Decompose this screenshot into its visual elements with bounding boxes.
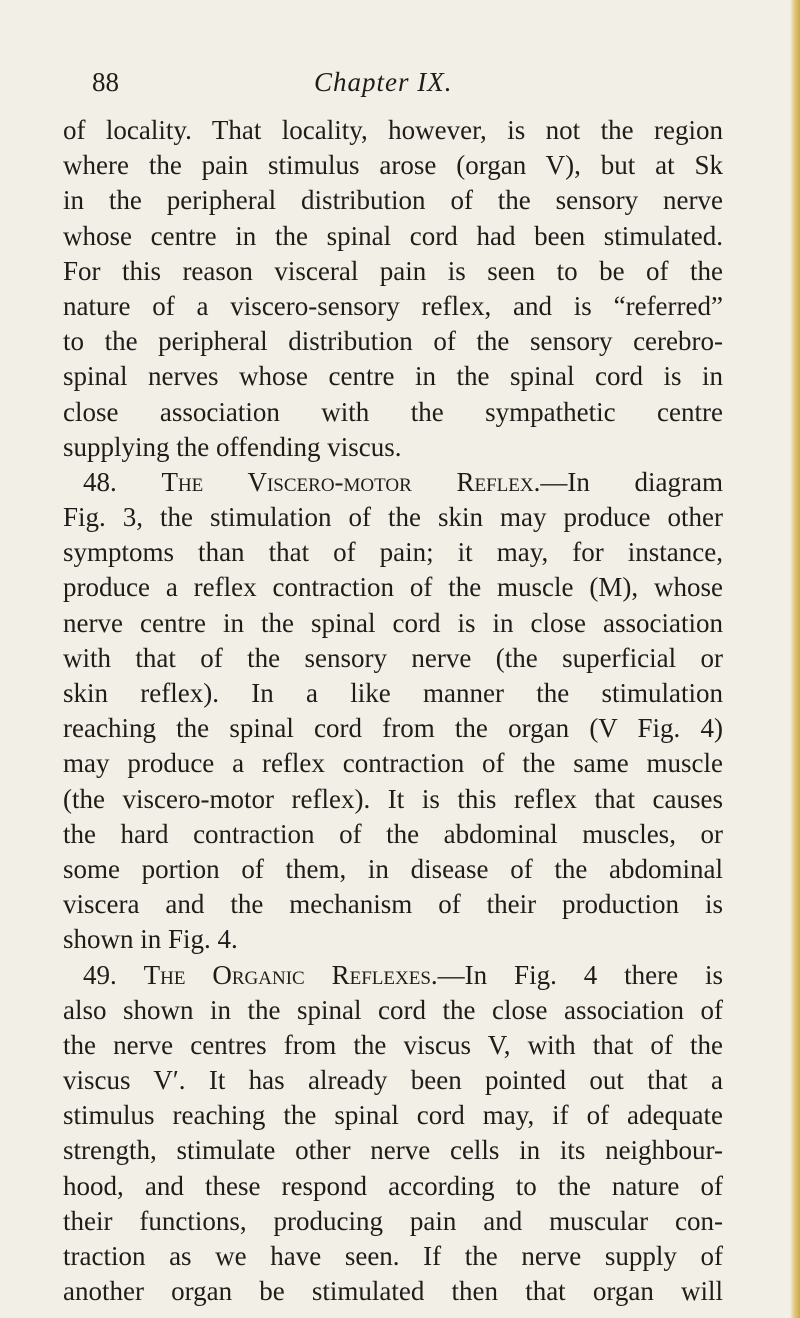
section-49-heading: The Organic Reflexes.	[143, 959, 438, 990]
text-line: produce a reflex contraction of the muscle (M), whose	[63, 572, 723, 603]
text-line: close association with the sympathetic centre	[63, 396, 723, 427]
text-line: nerve centre in the spinal cord is in close association	[63, 607, 723, 638]
text-line: spinal nerves whose centre in the spinal cord is in	[63, 361, 723, 392]
text-line: with that of the sensory nerve (the superficial or	[63, 642, 723, 673]
text-line: the nerve centres from the viscus V, with that of the	[63, 1029, 723, 1060]
text-line: the hard contraction of the abdominal muscles, or	[63, 818, 723, 849]
text-line: their functions, producing pain and muscular con-	[63, 1205, 723, 1236]
text-line: For this reason visceral pain is seen to be of the	[63, 255, 723, 286]
text-line: also shown in the spinal cord the close association of	[63, 994, 723, 1025]
text-fragment: —In diagram	[540, 466, 723, 497]
body-text	[63, 113, 723, 1309]
running-head	[92, 62, 692, 102]
text-line: strength, stimulate other nerve cells in its neighbour-	[63, 1135, 723, 1166]
text-line: where the pain stimulus arose (organ V), but at Sk	[63, 150, 723, 181]
text-line: stimulus reaching the spinal cord may, if of adequate	[63, 1100, 723, 1131]
text-line: shown in Fig. 4.	[63, 924, 238, 955]
text-line: whose centre in the spinal cord had been stimulated.	[63, 220, 723, 251]
text-line: in the peripheral distribution of the sensory nerve	[63, 185, 723, 216]
section-48-first-line	[63, 465, 723, 500]
text-line: supplying the offending viscus.	[63, 431, 402, 462]
text-line: (the viscero-motor reflex). It is this reflex that causes	[63, 783, 723, 814]
text-line: some portion of them, in disease of the abdominal	[63, 853, 723, 884]
text-line: another organ be stimulated then that organ will	[63, 1276, 723, 1307]
text-line: to the peripheral distribution of the sensory cerebro-	[63, 326, 723, 357]
text-line: may produce a reflex contraction of the same muscle	[63, 748, 723, 779]
text-line: traction as we have seen. If the nerve supply of	[63, 1241, 723, 1271]
text-line: reaching the spinal cord from the organ (V Fig. 4)	[63, 713, 723, 744]
text-line: Fig. 3, the stimulation of the skin may produce other	[63, 502, 723, 533]
text-line: nature of a viscero-sensory reflex, and is “referred”	[63, 290, 723, 321]
section-48-number: 48.	[83, 466, 117, 497]
text-fragment: —In Fig. 4 there is	[437, 959, 723, 990]
text-line: viscera and the mechanism of their production is	[63, 889, 723, 920]
text-line: viscus V′. It has already been pointed out that a	[63, 1065, 723, 1096]
section-48-heading: The Viscero-motor Reflex.	[161, 466, 541, 497]
page-edge	[790, 0, 800, 1318]
text-line: skin reflex). In a like manner the stimulation	[63, 678, 723, 708]
section-49-number: 49.	[83, 959, 117, 990]
section-49-first-line	[63, 958, 723, 993]
text-line: hood, and these respond according to the nature of	[63, 1170, 723, 1201]
text-line: of locality. That locality, however, is not the region	[63, 115, 723, 145]
text-line: symptoms than that of pain; it may, for instance,	[63, 537, 723, 568]
chapter-title: Chapter IX.	[314, 67, 453, 97]
page-number: 88	[92, 67, 119, 97]
